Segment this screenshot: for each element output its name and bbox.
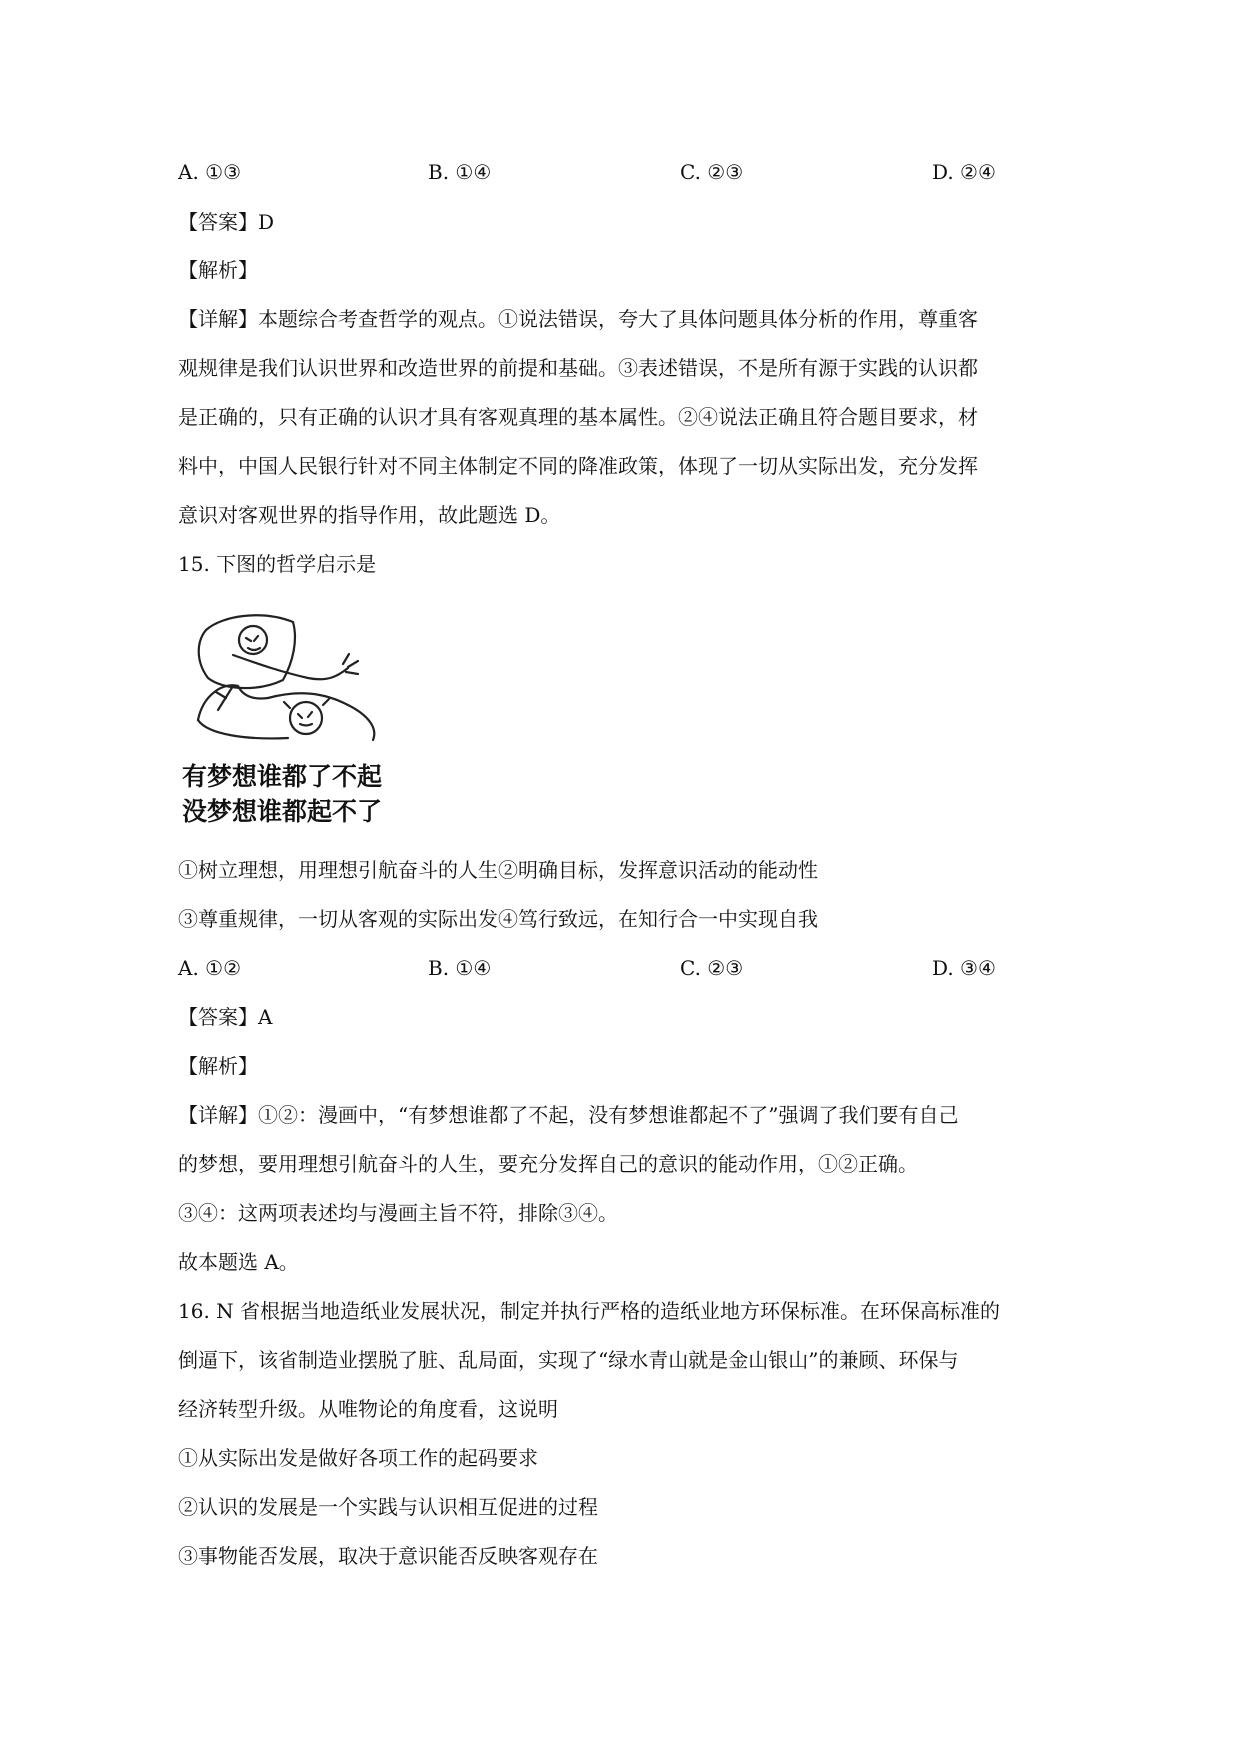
q15-statement-line: ①树立理想，用理想引航奋斗的人生②明确目标，发挥意识活动的能动性 <box>178 858 818 882</box>
q14-answer: 【答案】D <box>178 210 275 234</box>
q15-option-d: D. ③④ <box>932 956 996 980</box>
q16-stem-line: 16. N 省根据当地造纸业发展状况，制定并执行严格的造纸业地方环保标准。在环保高标准的 <box>178 1299 1001 1323</box>
q15-detail-line: 故本题选 A。 <box>178 1250 299 1274</box>
q16-stem-line: 经济转型升级。从唯物论的角度看，这说明 <box>178 1397 558 1421</box>
q15-answer: 【答案】A <box>178 1005 273 1029</box>
q15-stem: 15. 下图的哲学启示是 <box>178 552 377 576</box>
cartoon-image <box>178 600 424 835</box>
q14-detail-line: 意识对客观世界的指导作用，故此题选 D。 <box>178 503 561 527</box>
q14-option-c: C. ②③ <box>680 160 744 184</box>
q14-analysis-heading: 【解析】 <box>178 258 258 282</box>
q15-detail-line: ③④：这两项表述均与漫画主旨不符，排除③④。 <box>178 1201 618 1225</box>
q15-detail-line: 的梦想，要用理想引航奋斗的人生，要充分发挥自己的意识的能动作用，①②正确。 <box>178 1152 918 1176</box>
cartoon-caption-line: 有梦想谁都了不起 <box>182 762 383 791</box>
q16-stem-line: 倒逼下，该省制造业摆脱了脏、乱局面，实现了“绿水青山就是金山银山”的兼顾、环保与 <box>178 1348 959 1372</box>
q14-option-d: D. ②④ <box>932 160 996 184</box>
q14-detail-line: 观规律是我们认识世界和改造世界的前提和基础。③表述错误，不是所有源于实践的认识都 <box>178 356 978 380</box>
q15-detail-line: 【详解】①②：漫画中，“有梦想谁都了不起，没有梦想谁都起不了”强调了我们要有自己 <box>178 1103 959 1127</box>
q15-option-c: C. ②③ <box>680 956 744 980</box>
q14-option-a: A. ①③ <box>178 160 242 184</box>
q15-option-b: B. ①④ <box>428 956 492 980</box>
q16-statement-line: ①从实际出发是做好各项工作的起码要求 <box>178 1446 538 1470</box>
q16-statement-line: ③事物能否发展，取决于意识能否反映客观存在 <box>178 1544 598 1568</box>
q15-statement-line: ③尊重规律，一切从客观的实际出发④笃行致远，在知行合一中实现自我 <box>178 907 818 931</box>
q16-statement-line: ②认识的发展是一个实践与认识相互促进的过程 <box>178 1495 598 1519</box>
q15-analysis-heading: 【解析】 <box>178 1054 258 1078</box>
q14-option-b: B. ①④ <box>428 160 492 184</box>
q14-detail-line: 料中，中国人民银行针对不同主体制定不同的降准政策，体现了一切从实际出发，充分发挥 <box>178 454 978 478</box>
q15-option-a: A. ①② <box>178 956 242 980</box>
cartoon-caption <box>182 762 382 826</box>
q14-detail-line: 【详解】本题综合考查哲学的观点。①说法错误，夸大了具体问题具体分析的作用，尊重客 <box>178 307 978 331</box>
q14-detail-line: 是正确的，只有正确的认识才具有客观真理的基本属性。②④说法正确且符合题目要求，材 <box>178 405 978 429</box>
cartoon-caption-line: 没梦想谁都起不了 <box>182 797 383 826</box>
